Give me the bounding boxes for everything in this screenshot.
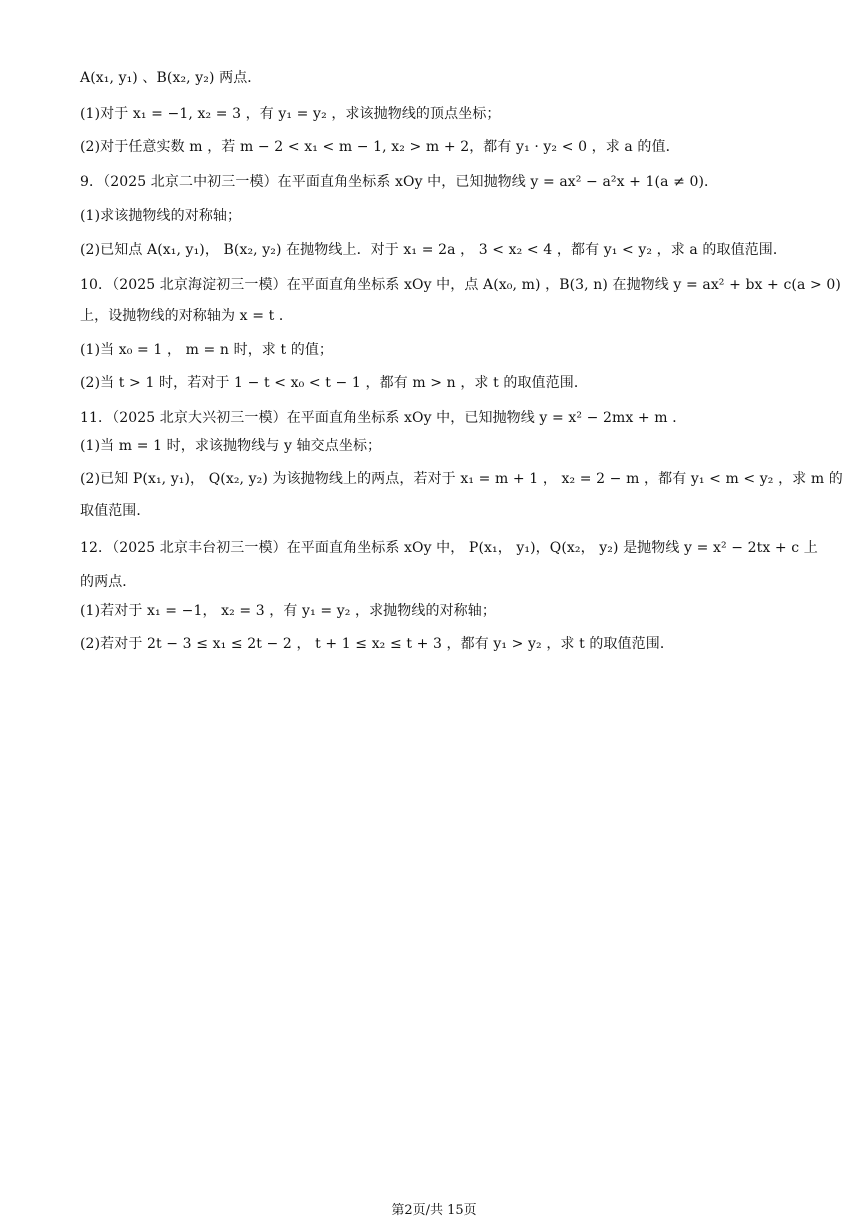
problem-10-stem: 10．（2025 北京海淀初三一模）在平面直角坐标系 xOy 中，点 A(x₀, m) ，B(3, n) 在抛物线 y = ax² + bx + c(a > 0) <box>80 277 841 293</box>
problem-12-stem: 12．（2025 北京丰台初三一模）在平面直角坐标系 xOy 中， P(x₁， y₁)，Q(x₂， y₂) 是抛物线 y = x² − 2tx + c 上 <box>80 540 818 556</box>
problem-11-part-2: (2)已知 P(x₁, y₁)， Q(x₂, y₂) 为该抛物线上的两点，若对于 x₁ = m + 1 ， x₂ = 2 − m ，都有 y₁ < m < y₂ ，求 m 的 <box>80 471 843 487</box>
problem-9-part-1: (1)求该抛物线的对称轴； <box>80 208 242 224</box>
problem-12-part-1: (1)若对于 x₁ = −1， x₂ = 3 ，有 y₁ = y₂ ，求抛物线的对称轴； <box>80 603 496 619</box>
problem-9-part-2: (2)已知点 A(x₁, y₁)， B(x₂, y₂) 在抛物线上．对于 x₁ = 2a ， 3 < x₂ < 4 ，都有 y₁ < y₂ ，求 a 的取值范围． <box>80 242 787 258</box>
problem-9-stem: 9．（2025 北京二中初三一模）在平面直角坐标系 xOy 中，已知抛物线 y = ax² − a²x + 1(a ≠ 0)． <box>80 174 719 190</box>
problem-10-part-1: (1)当 x₀ = 1 ， m = n 时，求 t 的值； <box>80 342 334 358</box>
problem-10-stem-cont: 上，设抛物线的对称轴为 x = t ． <box>80 308 293 324</box>
problem-10-part-2: (2)当 t > 1 时，若对于 1 − t < x₀ < t − 1 ，都有 m > n ，求 t 的取值范围． <box>80 375 588 391</box>
page-footer: 第2页/共 15页 <box>391 1203 477 1218</box>
problem-8-part-2: (2)对于任意实数 m ，若 m − 2 < x₁ < m − 1, x₂ > m + 2，都有 y₁ · y₂ < 0 ，求 a 的值． <box>80 139 680 155</box>
problem-11-stem: 11．（2025 北京大兴初三一模）在平面直角坐标系 xOy 中，已知抛物线 y = x² − 2mx + m ． <box>80 410 687 426</box>
problem-11-part-1: (1)当 m = 1 时，求该抛物线与 y 轴交点坐标； <box>80 438 382 454</box>
text-line-points-ab: A(x₁, y₁) 、B(x₂, y₂) 两点． <box>80 70 262 86</box>
problem-8-part-1: (1)对于 x₁ = −1, x₂ = 3 ，有 y₁ = y₂ ，求该抛物线的顶点坐标； <box>80 106 501 122</box>
problem-12-part-2: (2)若对于 2t − 3 ≤ x₁ ≤ 2t − 2 ， t + 1 ≤ x₂ ≤ t + 3 ，都有 y₁ > y₂ ，求 t 的取值范围． <box>80 636 674 652</box>
problem-12-stem-cont: 的两点． <box>80 574 137 590</box>
problem-11-part-2-cont: 取值范围． <box>80 503 151 519</box>
